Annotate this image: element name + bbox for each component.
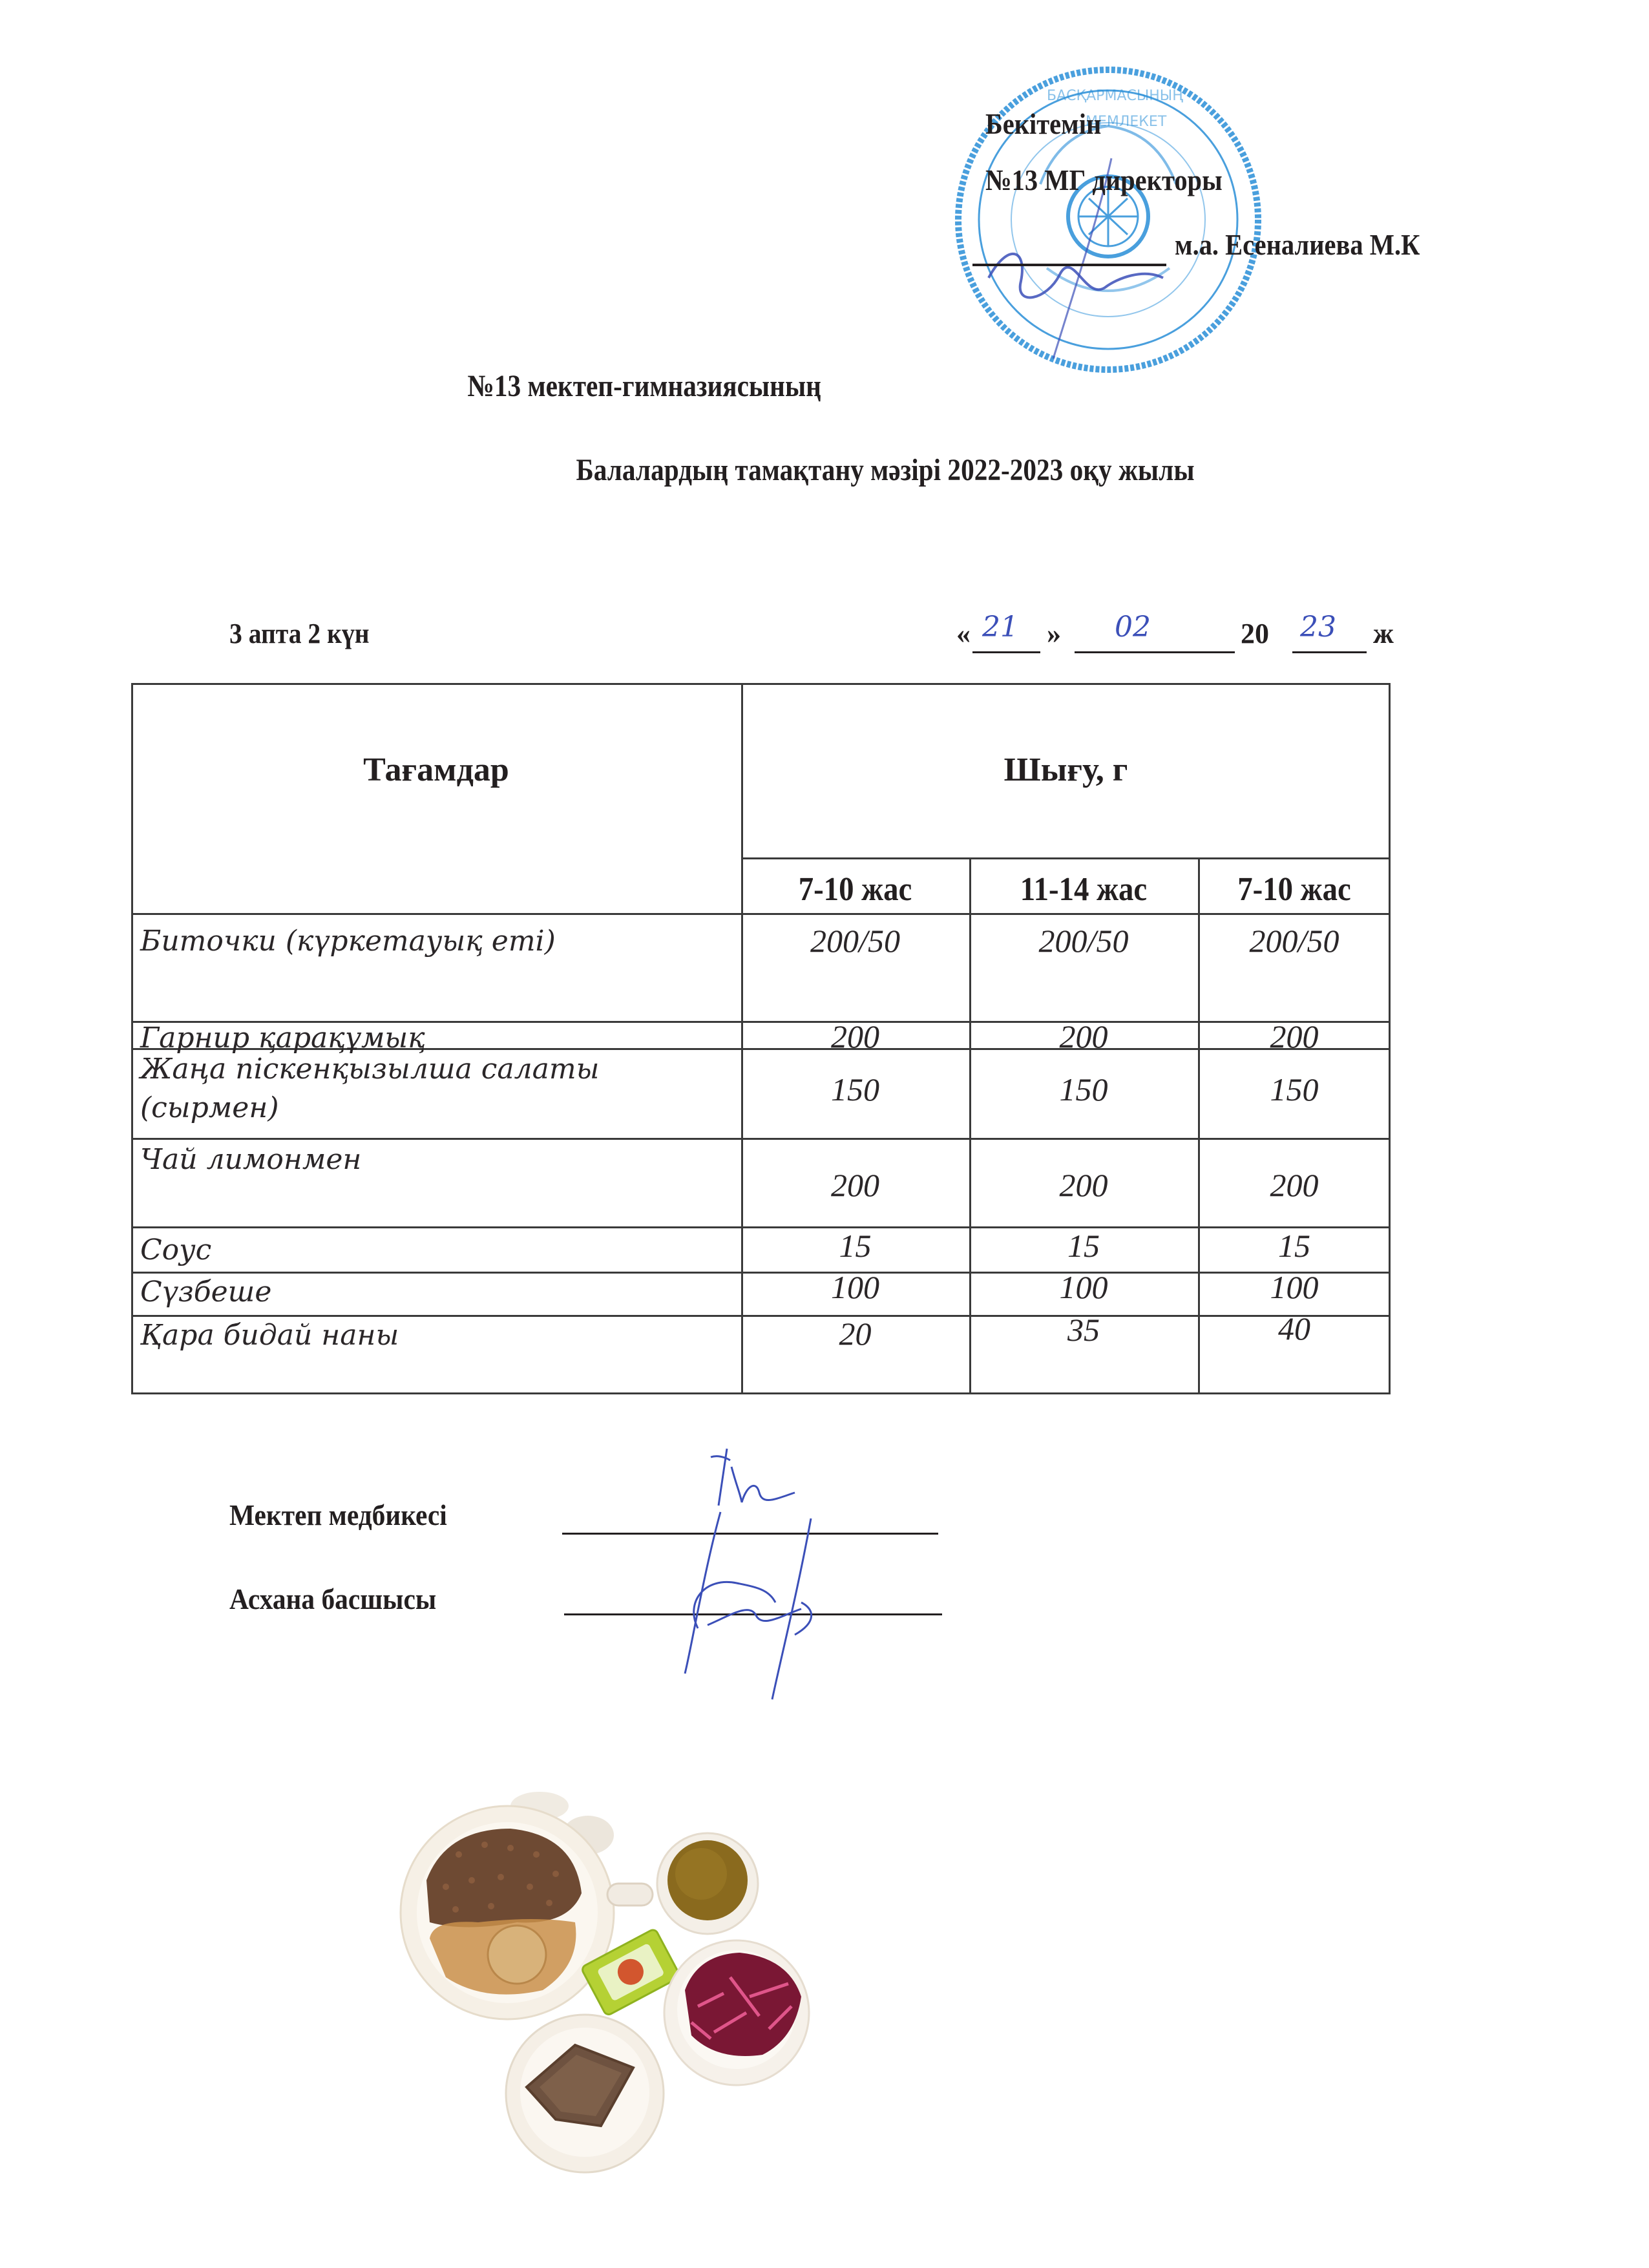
date-year-underline [1292, 651, 1367, 653]
table-row-value: 150 [1059, 1071, 1108, 1108]
table-row-value: 200 [831, 1167, 879, 1203]
menu-title: Балалардың тамақтану мәзірі 2022-2023 оқу жылы [576, 453, 1195, 487]
table-row-value: 15 [1067, 1228, 1100, 1264]
table-row-dish: Жаңа піскенқызылша салаты (сырмен) [140, 1053, 600, 1124]
table-row-dish: Гарнир қарақұмық [140, 1022, 425, 1055]
director-name: м.а. Есеналиева М.К [1175, 228, 1420, 261]
table-border-top [131, 683, 1391, 685]
handwritten-signatures [659, 1441, 943, 1712]
date-month-underline [1075, 651, 1235, 653]
date-day-underline [972, 651, 1040, 653]
table-row-value: 15 [839, 1228, 872, 1264]
table-row-dish: Биточки (күркетауық еті) [140, 925, 556, 958]
svg-text:БАСҚАРМАСЫНЫҢ: БАСҚАРМАСЫНЫҢ [1047, 88, 1183, 104]
date-year-prefix: 20 [1241, 618, 1269, 649]
table-row-dish: Чай лимонмен [140, 1143, 362, 1176]
header-age-group-1: 7-10 жас [798, 871, 912, 908]
table-row-value: 200 [1270, 1167, 1319, 1203]
table-row-value: 200 [1270, 1018, 1319, 1055]
table-border-bottom [131, 1392, 1391, 1394]
table-row-value: 200/50 [1249, 923, 1339, 959]
beet-salad-bowl [664, 1940, 809, 2085]
table-row-value: 150 [831, 1071, 879, 1108]
table-row-value: 200/50 [810, 923, 900, 959]
table-row-value: 40 [1278, 1310, 1310, 1347]
table-row-value: 15 [1278, 1228, 1310, 1264]
header-age-group-2: 11-14 жас [1020, 871, 1148, 908]
table-row-value: 100 [831, 1269, 879, 1305]
canteen-head-label: Асхана басшысы [229, 1582, 437, 1615]
bread-plate [506, 2015, 664, 2172]
official-stamp [950, 55, 1273, 384]
table-row-value: 200 [831, 1018, 879, 1055]
table-row-value: 35 [1067, 1312, 1100, 1348]
header-output: Шығу, г [1003, 751, 1128, 788]
header-age-group-3: 7-10 жас [1237, 871, 1351, 908]
date-close-quote: » [1047, 618, 1061, 649]
director-position: №13 МГ директоры [985, 163, 1223, 196]
table-subheader-line [741, 857, 1391, 859]
table-row-dish: Соус [140, 1234, 212, 1266]
table-header-bottom [131, 913, 1391, 915]
date-open-quote: « [956, 618, 971, 649]
nurse-label: Мектеп медбикесі [229, 1498, 447, 1531]
table-row-value: 100 [1270, 1269, 1319, 1305]
svg-text:МЕМЛЕКЕТ: МЕМЛЕКЕТ [1086, 114, 1167, 130]
tea-cup [607, 1833, 758, 1934]
date-month: 02 [1115, 611, 1151, 644]
menu-table [131, 683, 1391, 1394]
table-row-value: 20 [839, 1316, 872, 1352]
meal-photo [388, 1783, 853, 2210]
main-plate [401, 1806, 614, 2019]
table-row-dish: Сүзбеше [140, 1276, 272, 1308]
school-title: №13 мектеп-гимназиясының [467, 369, 821, 403]
week-day-label: 3 апта 2 күн [229, 618, 370, 649]
table-row-value: 200/50 [1038, 923, 1129, 959]
table-row-value: 150 [1270, 1071, 1319, 1108]
table-row-line [131, 1138, 1391, 1140]
date-year-suffix: 23 [1300, 611, 1336, 644]
date-year-unit: ж [1373, 618, 1394, 649]
table-row-value: 200 [1059, 1018, 1108, 1055]
approval-heading: Бекітемін [985, 107, 1102, 140]
header-dishes: Тағамдар [363, 751, 509, 788]
table-row-value: 100 [1059, 1269, 1108, 1305]
director-signature-line [972, 264, 1166, 266]
table-row-dish: Қара бидай наны [140, 1319, 399, 1352]
date-day: 21 [982, 611, 1018, 644]
table-row-value: 200 [1059, 1167, 1108, 1203]
